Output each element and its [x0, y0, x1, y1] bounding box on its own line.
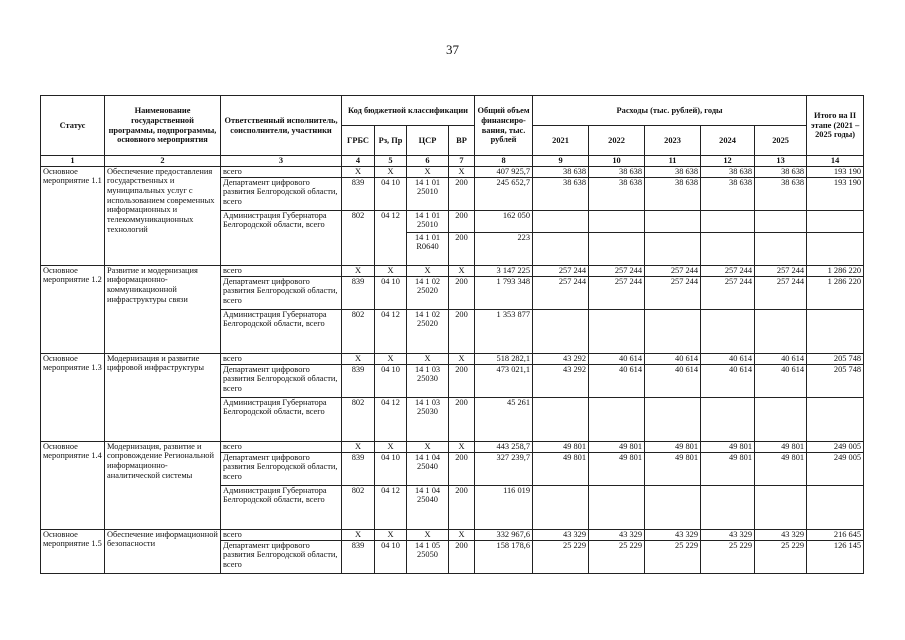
year-2022-cell [589, 309, 645, 353]
vr-cell: 200 [449, 540, 475, 573]
year-2021-cell: 25 229 [533, 540, 589, 573]
year-2024-cell [701, 485, 755, 529]
vr-cell: 200 [449, 276, 475, 309]
status-cell: Основное мероприятие 1.3 [41, 353, 105, 441]
rzpr-cell [375, 232, 407, 265]
year-2025-cell: 49 801 [755, 452, 807, 485]
stage-total-cell [807, 232, 864, 265]
year-2023-cell: 38 638 [645, 166, 701, 177]
header-year: 2024 [701, 126, 755, 156]
header-total: Общий объем финансиро-вания, тыс. рублей [475, 96, 533, 156]
status-cell: Основное мероприятие 1.4 [41, 441, 105, 529]
rzpr-cell: 04 12 [375, 397, 407, 441]
grbs-cell: 839 [342, 177, 375, 210]
rzpr-cell: 04 10 [375, 452, 407, 485]
vr-cell: 200 [449, 232, 475, 265]
header-rzpr: Рз, Пр [375, 126, 407, 156]
csr-cell: 14 1 04 25040 [407, 452, 449, 485]
year-2025-cell: 38 638 [755, 166, 807, 177]
year-2023-cell: 38 638 [645, 177, 701, 210]
year-2023-cell: 257 244 [645, 276, 701, 309]
table-body [41, 166, 864, 573]
executor-cell: Департамент цифрового развития Белгородской области, всего [221, 276, 342, 309]
csr-cell: Х [407, 529, 449, 540]
column-number: 5 [375, 156, 407, 167]
stage-total-cell: 1 286 220 [807, 276, 864, 309]
vr-cell: Х [449, 353, 475, 364]
column-number: 1 [41, 156, 105, 167]
executor-cell [221, 232, 342, 265]
grbs-cell: 839 [342, 540, 375, 573]
csr-cell: Х [407, 265, 449, 276]
year-2022-cell: 40 614 [589, 353, 645, 364]
total-funding-cell: 327 239,7 [475, 452, 533, 485]
table-row [41, 265, 864, 276]
rzpr-cell: Х [375, 353, 407, 364]
year-2024-cell [701, 210, 755, 232]
column-number: 6 [407, 156, 449, 167]
stage-total-cell: 1 286 220 [807, 265, 864, 276]
column-number: 8 [475, 156, 533, 167]
column-number: 10 [589, 156, 645, 167]
vr-cell: 200 [449, 452, 475, 485]
year-2021-cell [533, 309, 589, 353]
stage-total-cell [807, 210, 864, 232]
rzpr-cell: 04 10 [375, 177, 407, 210]
column-number: 9 [533, 156, 589, 167]
executor-cell: всего [221, 441, 342, 452]
total-funding-cell: 443 258,7 [475, 441, 533, 452]
year-2025-cell [755, 397, 807, 441]
year-2024-cell [701, 397, 755, 441]
year-2025-cell: 38 638 [755, 177, 807, 210]
vr-cell: Х [449, 441, 475, 452]
year-2021-cell: 49 801 [533, 441, 589, 452]
header-budget-code: Код бюджетной классификации [342, 96, 475, 126]
year-2024-cell: 40 614 [701, 353, 755, 364]
year-2022-cell [589, 397, 645, 441]
year-2025-cell [755, 210, 807, 232]
grbs-cell: Х [342, 441, 375, 452]
year-2023-cell [645, 232, 701, 265]
total-funding-cell: 332 967,6 [475, 529, 533, 540]
table-row [41, 353, 864, 364]
csr-cell: 14 1 01 25010 [407, 177, 449, 210]
rzpr-cell: Х [375, 441, 407, 452]
header-year: 2025 [755, 126, 807, 156]
grbs-cell: Х [342, 353, 375, 364]
year-2021-cell [533, 397, 589, 441]
rzpr-cell: Х [375, 166, 407, 177]
page-number: 37 [446, 42, 459, 57]
year-2024-cell [701, 309, 755, 353]
measure-name-cell: Обеспечение информационной безопасности [105, 529, 221, 573]
stage-total-cell: 193 190 [807, 166, 864, 177]
header-executor: Ответственный исполнитель, соисполнители, участники [221, 96, 342, 156]
year-2024-cell: 257 244 [701, 276, 755, 309]
vr-cell: 200 [449, 485, 475, 529]
status-cell: Основное мероприятие 1.5 [41, 529, 105, 573]
column-number: 12 [701, 156, 755, 167]
measure-name-cell: Обеспечение предоставления государственных и муниципальных услуг с использованием современных информационных и телекоммуникационных технологий [105, 166, 221, 265]
grbs-cell: Х [342, 265, 375, 276]
year-2025-cell [755, 485, 807, 529]
total-funding-cell: 45 261 [475, 397, 533, 441]
year-2023-cell: 49 801 [645, 452, 701, 485]
header-year: 2022 [589, 126, 645, 156]
year-2023-cell: 40 614 [645, 364, 701, 397]
rzpr-cell: 04 12 [375, 309, 407, 353]
csr-cell: 14 1 05 25050 [407, 540, 449, 573]
csr-cell: 14 1 03 25030 [407, 364, 449, 397]
csr-cell: 14 1 04 25040 [407, 485, 449, 529]
year-2022-cell [589, 232, 645, 265]
year-2024-cell: 38 638 [701, 177, 755, 210]
measure-name-cell: Модернизация, развитие и сопровождение Региональной информационно-аналитической системы [105, 441, 221, 529]
rzpr-cell: 04 10 [375, 364, 407, 397]
total-funding-cell: 223 [475, 232, 533, 265]
measure-name-cell: Модернизация и развитие цифровой инфраструктуры [105, 353, 221, 441]
table-row [41, 166, 864, 177]
stage-total-cell [807, 397, 864, 441]
csr-cell: Х [407, 353, 449, 364]
year-2021-cell [533, 210, 589, 232]
executor-cell: Департамент цифрового развития Белгородской области, всего [221, 540, 342, 573]
year-2024-cell: 38 638 [701, 166, 755, 177]
year-2025-cell: 40 614 [755, 353, 807, 364]
vr-cell: 200 [449, 397, 475, 441]
stage-total-cell [807, 309, 864, 353]
grbs-cell: 802 [342, 397, 375, 441]
total-funding-cell: 158 178,6 [475, 540, 533, 573]
column-number: 7 [449, 156, 475, 167]
year-2025-cell: 257 244 [755, 265, 807, 276]
header-status: Статус [41, 96, 105, 156]
year-2023-cell [645, 309, 701, 353]
table-row [41, 529, 864, 540]
grbs-cell: 839 [342, 364, 375, 397]
csr-cell: Х [407, 441, 449, 452]
header-vr: ВР [449, 126, 475, 156]
year-2024-cell: 43 329 [701, 529, 755, 540]
rzpr-cell: 04 10 [375, 276, 407, 309]
column-number: 3 [221, 156, 342, 167]
grbs-cell: 802 [342, 210, 375, 232]
grbs-cell: 802 [342, 309, 375, 353]
year-2022-cell: 40 614 [589, 364, 645, 397]
year-2022-cell [589, 485, 645, 529]
executor-cell: Департамент цифрового развития Белгородской области, всего [221, 364, 342, 397]
total-funding-cell: 1 793 348 [475, 276, 533, 309]
budget-table [40, 95, 864, 574]
year-2023-cell: 40 614 [645, 353, 701, 364]
year-2023-cell [645, 397, 701, 441]
year-2021-cell: 257 244 [533, 265, 589, 276]
stage-total-cell: 249 005 [807, 441, 864, 452]
year-2025-cell: 43 329 [755, 529, 807, 540]
year-2025-cell [755, 232, 807, 265]
stage-total-cell [807, 485, 864, 529]
rzpr-cell: 04 12 [375, 485, 407, 529]
total-funding-cell: 518 282,1 [475, 353, 533, 364]
year-2021-cell: 43 329 [533, 529, 589, 540]
year-2023-cell [645, 210, 701, 232]
stage-total-cell: 205 748 [807, 353, 864, 364]
grbs-cell [342, 232, 375, 265]
vr-cell: Х [449, 265, 475, 276]
year-2022-cell: 49 801 [589, 441, 645, 452]
year-2025-cell: 25 229 [755, 540, 807, 573]
vr-cell: 200 [449, 364, 475, 397]
total-funding-cell: 3 147 225 [475, 265, 533, 276]
year-2022-cell: 257 244 [589, 265, 645, 276]
executor-cell: Администрация Губернатора Белгородской области, всего [221, 309, 342, 353]
csr-cell: 14 1 01 R0640 [407, 232, 449, 265]
header-stage-total: Итого на II этапе (2021 – 2025 годы) [807, 96, 864, 156]
header-csr: ЦСР [407, 126, 449, 156]
header-expenses: Расходы (тыс. рублей), годы [533, 96, 807, 126]
year-2024-cell: 49 801 [701, 452, 755, 485]
csr-cell: 14 1 03 25030 [407, 397, 449, 441]
total-funding-cell: 407 925,7 [475, 166, 533, 177]
year-2023-cell: 43 329 [645, 529, 701, 540]
grbs-cell: 839 [342, 276, 375, 309]
status-cell: Основное мероприятие 1.2 [41, 265, 105, 353]
year-2024-cell [701, 232, 755, 265]
csr-cell: 14 1 02 25020 [407, 309, 449, 353]
year-2021-cell: 49 801 [533, 452, 589, 485]
year-2025-cell: 40 614 [755, 364, 807, 397]
year-2024-cell: 40 614 [701, 364, 755, 397]
executor-cell: всего [221, 353, 342, 364]
stage-total-cell: 249 005 [807, 452, 864, 485]
grbs-cell: Х [342, 166, 375, 177]
csr-cell: 14 1 02 25020 [407, 276, 449, 309]
year-2021-cell: 38 638 [533, 177, 589, 210]
executor-cell: Департамент цифрового развития Белгородской области, всего [221, 452, 342, 485]
executor-cell: всего [221, 166, 342, 177]
measure-name-cell: Развитие и модернизация информационно-коммуникационной инфраструктуры связи [105, 265, 221, 353]
grbs-cell: 839 [342, 452, 375, 485]
csr-cell: 14 1 01 25010 [407, 210, 449, 232]
column-number: 14 [807, 156, 864, 167]
stage-total-cell: 216 645 [807, 529, 864, 540]
grbs-cell: Х [342, 529, 375, 540]
vr-cell: 200 [449, 210, 475, 232]
year-2025-cell [755, 309, 807, 353]
csr-cell: Х [407, 166, 449, 177]
year-2024-cell: 257 244 [701, 265, 755, 276]
year-2021-cell: 43 292 [533, 353, 589, 364]
status-cell: Основное мероприятие 1.1 [41, 166, 105, 265]
stage-total-cell: 205 748 [807, 364, 864, 397]
year-2021-cell [533, 232, 589, 265]
year-2024-cell: 25 229 [701, 540, 755, 573]
vr-cell: 200 [449, 309, 475, 353]
year-2021-cell [533, 485, 589, 529]
column-number: 2 [105, 156, 221, 167]
header-year: 2021 [533, 126, 589, 156]
column-number: 11 [645, 156, 701, 167]
total-funding-cell: 245 652,7 [475, 177, 533, 210]
year-2022-cell: 49 801 [589, 452, 645, 485]
year-2022-cell: 38 638 [589, 166, 645, 177]
header-year: 2023 [645, 126, 701, 156]
executor-cell: Администрация Губернатора Белгородской области, всего [221, 485, 342, 529]
vr-cell: Х [449, 529, 475, 540]
total-funding-cell: 116 019 [475, 485, 533, 529]
header-grbs: ГРБС [342, 126, 375, 156]
year-2022-cell: 38 638 [589, 177, 645, 210]
executor-cell: Департамент цифрового развития Белгородской области, всего [221, 177, 342, 210]
executor-cell: всего [221, 529, 342, 540]
year-2022-cell: 25 229 [589, 540, 645, 573]
executor-cell: Администрация Губернатора Белгородской области, всего [221, 210, 342, 232]
year-2021-cell: 38 638 [533, 166, 589, 177]
stage-total-cell: 126 145 [807, 540, 864, 573]
year-2023-cell: 25 229 [645, 540, 701, 573]
column-number: 13 [755, 156, 807, 167]
year-2023-cell: 257 244 [645, 265, 701, 276]
table-row [41, 441, 864, 452]
year-2025-cell: 49 801 [755, 441, 807, 452]
grbs-cell: 802 [342, 485, 375, 529]
vr-cell: 200 [449, 177, 475, 210]
year-2021-cell: 257 244 [533, 276, 589, 309]
year-2021-cell: 43 292 [533, 364, 589, 397]
year-2022-cell [589, 210, 645, 232]
vr-cell: Х [449, 166, 475, 177]
rzpr-cell: 04 10 [375, 540, 407, 573]
year-2023-cell: 49 801 [645, 441, 701, 452]
column-number: 4 [342, 156, 375, 167]
year-2022-cell: 257 244 [589, 276, 645, 309]
stage-total-cell: 193 190 [807, 177, 864, 210]
total-funding-cell: 162 050 [475, 210, 533, 232]
year-2025-cell: 257 244 [755, 276, 807, 309]
total-funding-cell: 1 353 877 [475, 309, 533, 353]
rzpr-cell: Х [375, 529, 407, 540]
year-2022-cell: 43 329 [589, 529, 645, 540]
executor-cell: всего [221, 265, 342, 276]
year-2024-cell: 49 801 [701, 441, 755, 452]
total-funding-cell: 473 021,1 [475, 364, 533, 397]
header-name: Наименование государственной программы, подпрограммы, основного мероприятия [105, 96, 221, 156]
year-2023-cell [645, 485, 701, 529]
rzpr-cell: Х [375, 265, 407, 276]
rzpr-cell: 04 12 [375, 210, 407, 232]
executor-cell: Администрация Губернатора Белгородской области, всего [221, 397, 342, 441]
